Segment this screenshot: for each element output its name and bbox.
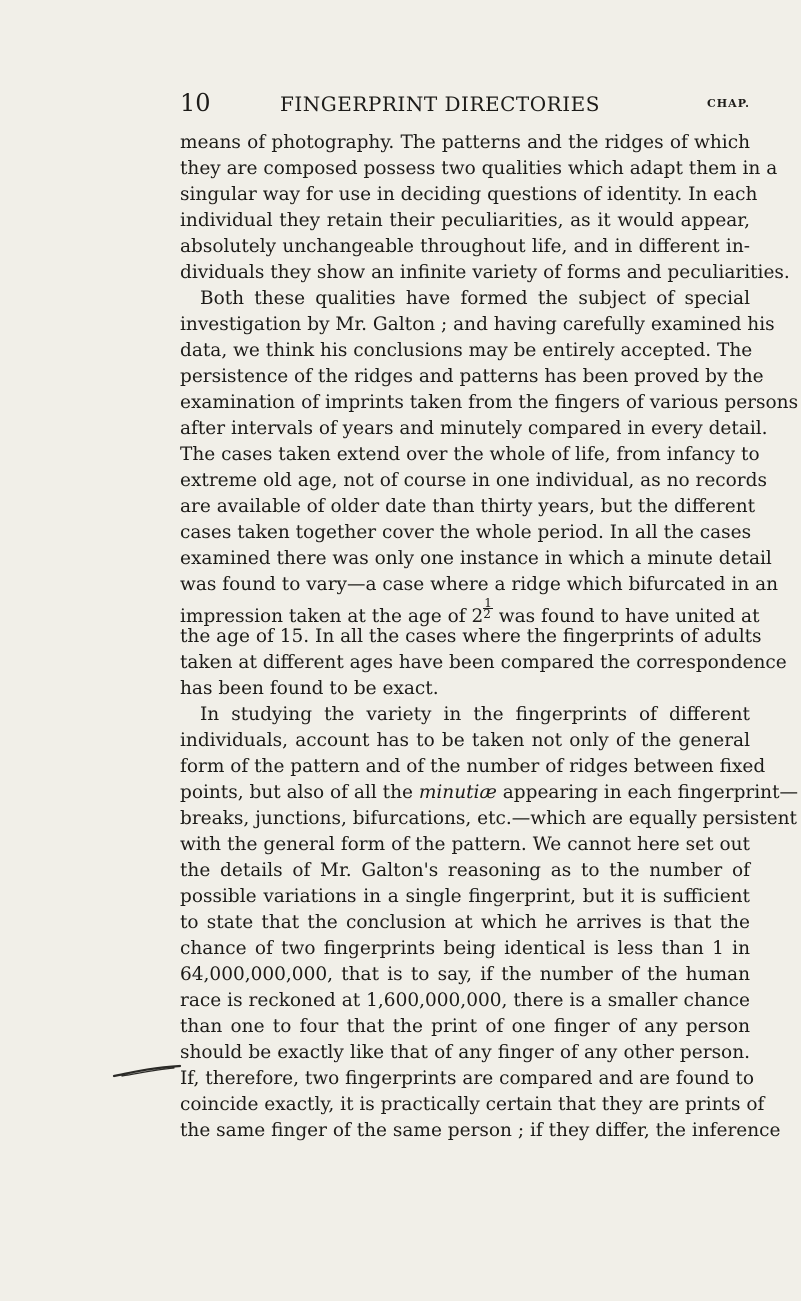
- text-line: extreme old age, not of course in one individual, as no records: [180, 470, 767, 491]
- text-line: absolutely unchangeable throughout life, and in different in-: [180, 236, 750, 257]
- text-line: coincide exactly, it is practically certain that they are prints of: [180, 1094, 765, 1115]
- text-line: to state that the conclusion at which he arrives is that the: [180, 912, 750, 933]
- text-line: should be exactly like that of any finger of any other person.: [180, 1042, 750, 1063]
- text-line: the age of 15. In all the cases where the fingerprints of adults: [180, 626, 762, 647]
- running-head: [180, 90, 750, 116]
- text-line: means of photography. The patterns and the ridges of which: [180, 132, 750, 153]
- text-line: examined there was only one instance in which a minute detail: [180, 548, 772, 569]
- text-line: the same finger of the same person ; if they differ, the inference: [180, 1120, 781, 1141]
- text-line: cases taken together cover the whole period. In all the cases: [180, 522, 752, 543]
- line-segment: appearing in each fingerprint—: [496, 782, 799, 803]
- text-line: was found to vary—a case where a ridge which bifurcated in an: [180, 574, 779, 595]
- text-line: has been found to be exact.: [180, 678, 439, 699]
- text-line-with-italic: [180, 780, 799, 806]
- text-line: Both these qualities have formed the subject of special: [200, 288, 750, 309]
- ink-smudge: [112, 1064, 182, 1078]
- text-line: breaks, junctions, bifurcations, etc.—which are equally persistent: [180, 808, 797, 829]
- text-line: taken at different ages have been compared the correspondence: [180, 652, 787, 673]
- text-line: after intervals of years and minutely compared in every detail.: [180, 418, 768, 439]
- text-line: possible variations in a single fingerprint, but it is sufficient: [180, 886, 750, 907]
- text-line: form of the pattern and of the number of ridges between fixed: [180, 756, 766, 777]
- fraction-denominator: 2: [483, 607, 491, 621]
- text-line: than one to four that the print of one finger of any person: [180, 1016, 750, 1037]
- text-line: they are composed possess two qualities which adapt them in a: [180, 158, 778, 179]
- text-line: If, therefore, two fingerprints are compared and are found to: [180, 1068, 754, 1089]
- line-segment: impression taken at the age of 2: [180, 606, 484, 627]
- running-title: FINGERPRINT DIRECTORIES: [280, 92, 600, 116]
- body-text: [180, 130, 799, 1144]
- text-line: the details of Mr. Galton's reasoning as to the number of: [180, 860, 750, 881]
- text-line: individual they retain their peculiarities, as it would appear,: [180, 210, 750, 231]
- chapter-mark: CHAP.: [707, 97, 750, 110]
- text-line: singular way for use in deciding questions of identity. In each: [180, 184, 758, 205]
- text-line: dividuals they show an infinite variety of forms and peculiarities.: [180, 262, 790, 283]
- text-line: persistence of the ridges and patterns has been proved by the: [180, 366, 764, 387]
- text-line: examination of imprints taken from the fingers of various persons: [180, 392, 799, 413]
- page-number: 10: [180, 89, 211, 117]
- line-segment: points, but also of all the: [180, 782, 419, 803]
- fraction-numerator: 1: [484, 596, 492, 610]
- text-line: In studying the variety in the fingerprints of different: [200, 704, 750, 725]
- line-segment: was found to have united at: [492, 606, 760, 627]
- text-line: are available of older date than thirty years, but the different: [180, 496, 756, 517]
- text-line: individuals, account has to be taken not only of the general: [180, 730, 750, 751]
- text-line: data, we think his conclusions may be entirely accepted. The: [180, 340, 753, 361]
- text-line: 64,000,000,000, that is to say, if the number of the human: [180, 964, 750, 985]
- text-line: investigation by Mr. Galton ; and having carefully examined his: [180, 314, 775, 335]
- text-line-with-fraction: [180, 596, 760, 627]
- text-line: with the general form of the pattern. We cannot here set out: [180, 834, 750, 855]
- text-line: chance of two fingerprints being identical is less than 1 in: [180, 938, 750, 959]
- fraction: [483, 598, 493, 619]
- text-line: The cases taken extend over the whole of life, from infancy to: [180, 444, 760, 465]
- text-line: race is reckoned at 1,600,000,000, there is a smaller chance: [180, 990, 750, 1011]
- italic-term: minutiæ: [418, 782, 497, 803]
